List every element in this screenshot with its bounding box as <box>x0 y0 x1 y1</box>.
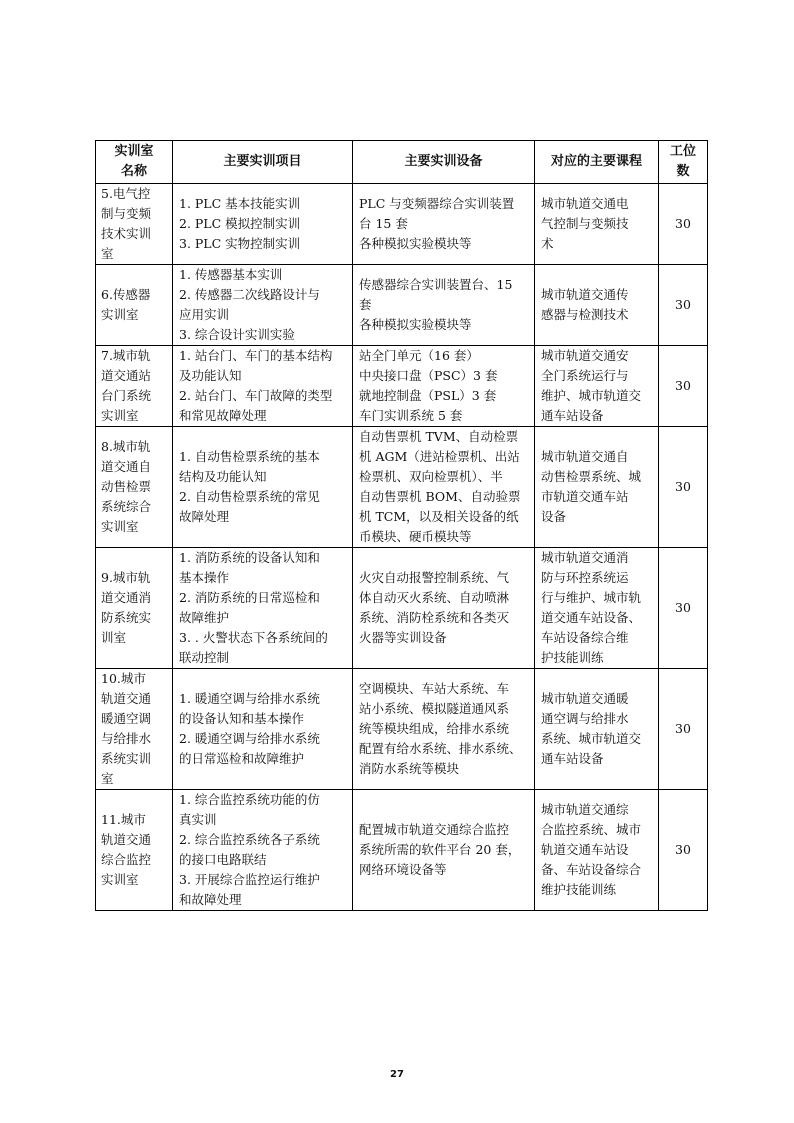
cell-text-line: 实训室 <box>101 307 139 322</box>
cell-text-line: 道交通站 <box>101 368 152 383</box>
cell-text-line: 防系统实 <box>101 610 152 625</box>
cell-text-line: 自动售票机 BOM、自动验票 <box>359 489 521 504</box>
equipment-cell <box>353 427 535 548</box>
cell-text-line: 1. 传感器基本实训 <box>179 267 283 282</box>
cell-text-line: PLC 与变频器综合实训装置 <box>359 196 515 211</box>
cell-text-line: 机 AGM（进站检票机、出站 <box>359 449 520 464</box>
cell-text-line: 感器与检测技术 <box>541 307 629 322</box>
room-name-cell <box>96 548 173 669</box>
cell-text-line: 2. 综合监控系统各子系统 <box>179 832 320 847</box>
table-row <box>96 669 708 790</box>
cell-text-line: 8.城市轨 <box>101 439 151 454</box>
header-room-name <box>96 141 173 184</box>
cell-text-line: 配置城市轨道交通综合监控 <box>359 822 510 837</box>
cell-text-line: 1. 综合监控系统功能的仿 <box>179 792 320 807</box>
cell-text-line: 基本操作 <box>179 570 230 585</box>
cell-text-line: 道交通消 <box>101 590 152 605</box>
projects-cell <box>173 184 353 265</box>
projects-cell <box>173 669 353 790</box>
table-row <box>96 548 708 669</box>
cell-text-line: 实训室 <box>101 408 139 423</box>
equipment-cell <box>353 790 535 911</box>
stations-cell: 30 <box>659 669 708 790</box>
header-text-line: 主要实训项目 <box>223 154 302 169</box>
header-text-line: 主要实训设备 <box>404 154 483 169</box>
room-name-cell <box>96 184 173 265</box>
cell-text-line: 暖通空调 <box>101 711 152 726</box>
table-row <box>96 790 708 911</box>
stations-cell: 30 <box>659 790 708 911</box>
cell-text-line: 室 <box>101 771 114 786</box>
courses-cell <box>535 669 659 790</box>
stations-cell: 30 <box>659 548 708 669</box>
cell-text-line: 系统实训 <box>101 751 152 766</box>
cell-text-line: 6.传感器 <box>101 287 151 302</box>
cell-text-line: 合监控系统、城市 <box>541 822 642 837</box>
page-number: 27 <box>390 1069 404 1080</box>
cell-text-line: 维护、城市轨道交 <box>541 388 642 403</box>
cell-text-line: 的接口电路联结 <box>179 852 267 867</box>
equipment-cell <box>353 346 535 427</box>
cell-text-line: 通车站设备 <box>541 408 604 423</box>
cell-text-line: 检票机、双向检票机）、半 <box>359 469 503 484</box>
cell-text-line: 的设备认知和基本操作 <box>179 711 305 726</box>
cell-text-line: 城市轨道交通传 <box>541 287 629 302</box>
cell-text-line: 市轨道交通车站 <box>541 489 629 504</box>
header-text-line: 名称 <box>120 164 147 179</box>
cell-text-line: 护技能训练 <box>541 650 604 665</box>
cell-text-line: 的日常巡检和故障维护 <box>179 751 305 766</box>
equipment-cell <box>353 184 535 265</box>
cell-text-line: 系统、城市轨道交 <box>541 731 642 746</box>
cell-text-line: 币模块、硬币模块等 <box>359 529 472 544</box>
cell-text-line: 实训室 <box>101 872 139 887</box>
cell-text-line: 台门系统 <box>101 388 152 403</box>
cell-text-line: 系统、消防栓系统和各类灭 <box>359 610 510 625</box>
cell-text-line: 5.电气控 <box>101 186 151 201</box>
cell-text-line: 1. 自动售检票系统的基本 <box>179 449 320 464</box>
courses-cell <box>535 346 659 427</box>
header-courses <box>535 141 659 184</box>
cell-text-line: 3. 开展综合监控运行维护 <box>179 872 320 887</box>
header-text-line: 对应的主要课程 <box>550 154 642 169</box>
courses-cell <box>535 265 659 346</box>
cell-text-line: 11.城市 <box>101 812 146 827</box>
cell-text-line: 10.城市 <box>101 671 146 686</box>
cell-text-line: 故障维护 <box>179 610 230 625</box>
room-name-cell <box>96 265 173 346</box>
cell-text-line: 传感器综合实训装置台、15 <box>359 277 513 292</box>
cell-text-line: 1. 暖通空调与给排水系统 <box>179 691 320 706</box>
header-equipment <box>353 141 535 184</box>
cell-text-line: 维护技能训练 <box>541 882 617 897</box>
cell-text-line: 备、车站设备综合 <box>541 862 642 877</box>
cell-text-line: 行与维护、城市轨 <box>541 590 642 605</box>
training-room-table <box>95 140 708 911</box>
cell-text-line: 实训室 <box>101 519 139 534</box>
cell-text-line: 技术实训 <box>101 226 152 241</box>
cell-text-line: 与给排水 <box>101 731 152 746</box>
room-name-cell <box>96 427 173 548</box>
table-row <box>96 427 708 548</box>
cell-text-line: 城市轨道交通暖 <box>541 691 629 706</box>
cell-text-line: 术 <box>541 236 554 251</box>
cell-text-line: 结构及功能认知 <box>179 469 267 484</box>
cell-text-line: 机 TCM，以及相关设备的纸 <box>359 509 519 524</box>
cell-text-line: 空调模块、车站大系统、车 <box>359 681 510 696</box>
cell-text-line: 车站设备综合维 <box>541 630 629 645</box>
room-name-cell <box>96 669 173 790</box>
equipment-cell <box>353 548 535 669</box>
cell-text-line: 全门系统运行与 <box>541 368 629 383</box>
cell-text-line: 车门实训系统 5 套 <box>359 408 463 423</box>
cell-text-line: 轨道交通车站设 <box>541 842 629 857</box>
courses-cell <box>535 548 659 669</box>
projects-cell <box>173 790 353 911</box>
cell-text-line: 1. 站台门、车门的基本结构 <box>179 348 333 363</box>
cell-text-line: 综合监控 <box>101 852 152 867</box>
cell-text-line: 道交通自 <box>101 459 152 474</box>
cell-text-line: 1. PLC 基本技能实训 <box>179 196 301 211</box>
projects-cell <box>173 548 353 669</box>
cell-text-line: 就地控制盘（PSL）3 套 <box>359 388 497 403</box>
cell-text-line: 各种模拟实验模块等 <box>359 317 472 332</box>
header-stations <box>659 141 708 184</box>
projects-cell <box>173 346 353 427</box>
cell-text-line: 1. 消防系统的设备认知和 <box>179 550 320 565</box>
cell-text-line: 城市轨道交通自 <box>541 449 629 464</box>
cell-text-line: 站小系统、模拟隧道通风系 <box>359 701 510 716</box>
cell-text-line: 室 <box>101 246 114 261</box>
cell-text-line: 系统综合 <box>101 499 152 514</box>
cell-text-line: 2. 站台门、车门故障的类型 <box>179 388 333 403</box>
cell-text-line: 3. 综合设计实训实验 <box>179 327 295 342</box>
cell-text-line: 2. 自动售检票系统的常见 <box>179 489 320 504</box>
cell-text-line: 2. 暖通空调与给排水系统 <box>179 731 320 746</box>
header-projects <box>173 141 353 184</box>
projects-cell <box>173 427 353 548</box>
table-body <box>96 184 708 911</box>
cell-text-line: 9.城市轨 <box>101 570 151 585</box>
cell-text-line: 系统所需的软件平台 20 套， <box>359 842 521 857</box>
cell-text-line: 站全门单元（16 套） <box>359 348 479 363</box>
cell-text-line: 训室 <box>101 630 127 645</box>
cell-text-line: 通车站设备 <box>541 751 604 766</box>
equipment-cell <box>353 669 535 790</box>
cell-text-line: 轨道交通 <box>101 691 152 706</box>
cell-text-line: 城市轨道交通安 <box>541 348 629 363</box>
cell-text-line: 道交通车站设备、 <box>541 610 642 625</box>
cell-text-line: 7.城市轨 <box>101 348 151 363</box>
cell-text-line: 故障处理 <box>179 509 230 524</box>
cell-text-line: 网络环境设备等 <box>359 862 447 877</box>
cell-text-line: 火器等实训设备 <box>359 630 447 645</box>
cell-text-line: 真实训 <box>179 812 217 827</box>
cell-text-line: 中央接口盘（PSC）3 套 <box>359 368 498 383</box>
header-text-line: 工位 <box>669 144 696 159</box>
cell-text-line: 3. . 火警状态下各系统间的 <box>179 630 328 645</box>
cell-text-line: 2. 传感器二次线路设计与 <box>179 287 320 302</box>
cell-text-line: 应用实训 <box>179 307 230 322</box>
cell-text-line: 和常见故障处理 <box>179 408 267 423</box>
cell-text-line: 动售检票系统、城 <box>541 469 642 484</box>
cell-text-line: 城市轨道交通电 <box>541 196 629 211</box>
table-row <box>96 346 708 427</box>
cell-text-line: 制与变频 <box>101 206 152 221</box>
cell-text-line: 通空调与给排水 <box>541 711 629 726</box>
stations-cell: 30 <box>659 427 708 548</box>
cell-text-line: 城市轨道交通消 <box>541 550 629 565</box>
cell-text-line: 统等模块组成，给排水系统 <box>359 721 510 736</box>
cell-text-line: 配置有给水系统、排水系统、 <box>359 741 522 756</box>
cell-text-line: 和故障处理 <box>179 892 242 907</box>
header-text-line: 数 <box>676 164 690 179</box>
cell-text-line: 火灾自动报警控制系统、气 <box>359 570 510 585</box>
courses-cell <box>535 184 659 265</box>
room-name-cell <box>96 790 173 911</box>
table-row <box>96 265 708 346</box>
cell-text-line: 消防水系统等模块 <box>359 761 460 776</box>
stations-cell: 30 <box>659 346 708 427</box>
cell-text-line: 动售检票 <box>101 479 152 494</box>
header-text-line: 实训室 <box>114 144 154 159</box>
projects-cell <box>173 265 353 346</box>
cell-text-line: 2. 消防系统的日常巡检和 <box>179 590 320 605</box>
cell-text-line: 城市轨道交通综 <box>541 802 629 817</box>
courses-cell <box>535 790 659 911</box>
cell-text-line: 3. PLC 实物控制实训 <box>179 236 301 251</box>
cell-text-line: 气控制与变频技 <box>541 216 629 231</box>
room-name-cell <box>96 346 173 427</box>
cell-text-line: 及功能认知 <box>179 368 242 383</box>
cell-text-line: 2. PLC 模拟控制实训 <box>179 216 301 231</box>
cell-text-line: 台 15 套 <box>359 216 408 231</box>
cell-text-line: 套 <box>359 297 372 312</box>
courses-cell <box>535 427 659 548</box>
cell-text-line: 自动售票机 TVM、自动检票 <box>359 429 519 444</box>
table-row <box>96 184 708 265</box>
cell-text-line: 体自动灭火系统、自动喷淋 <box>359 590 510 605</box>
stations-cell: 30 <box>659 184 708 265</box>
cell-text-line: 设备 <box>541 509 567 524</box>
cell-text-line: 轨道交通 <box>101 832 152 847</box>
table-header-row <box>96 141 708 184</box>
cell-text-line: 联动控制 <box>179 650 230 665</box>
equipment-cell <box>353 265 535 346</box>
stations-cell: 30 <box>659 265 708 346</box>
cell-text-line: 各种模拟实验模块等 <box>359 236 472 251</box>
cell-text-line: 防与环控系统运 <box>541 570 629 585</box>
